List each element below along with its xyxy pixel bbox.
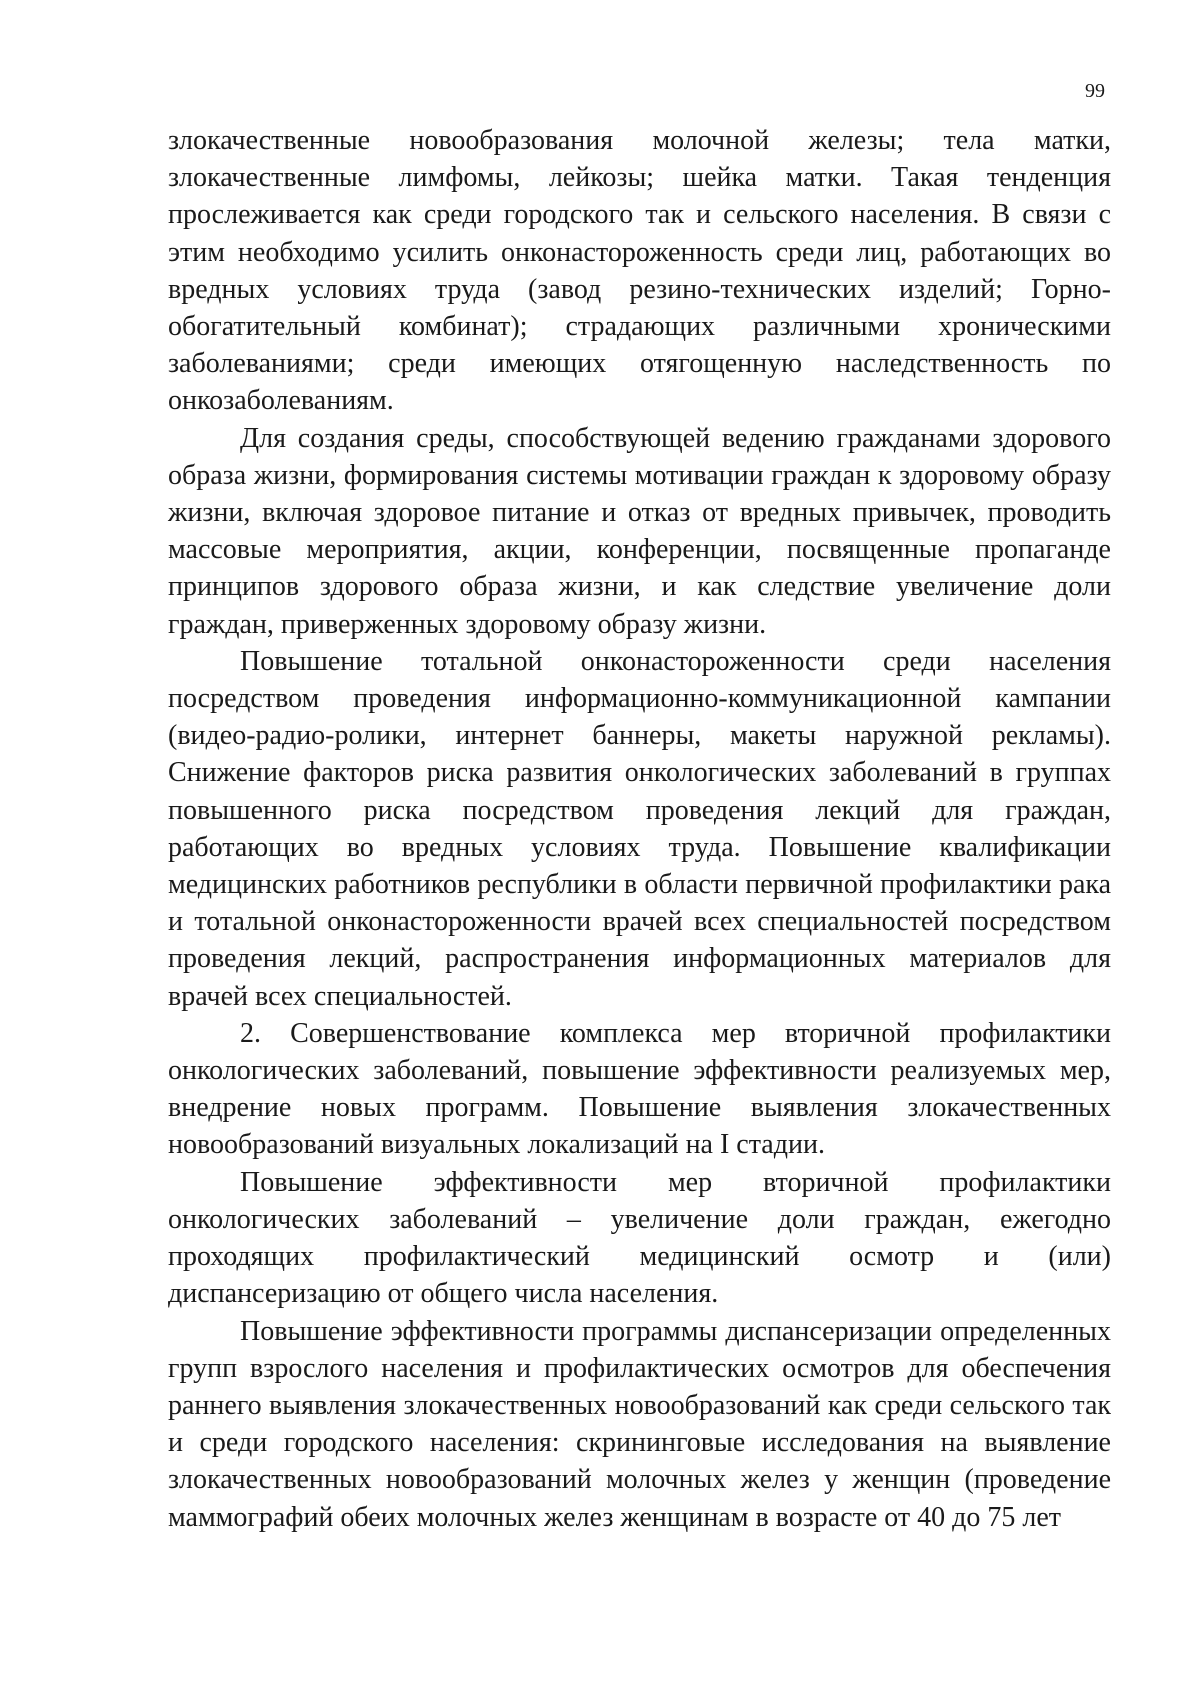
paragraph: Повышение эффективности программы диспансеризации определенных групп взрослого населения и профилактических осмотров для обеспечения раннего выявления злокачественных новообразований как среди сельского так и среди городского населения: скрининговые исследования на выявление злокачественных новообразований молочных желез у женщин (проведение маммографий обеих молочных желез женщинам в возрасте от 40 до 75 лет: [168, 1315, 1111, 1533]
paragraph: Для создания среды, способствующей ведению гражданами здорового образа жизни, формирования системы мотивации граждан к здоровому образу жизни, включая здоровое питание и отказ от вредных привычек, проводить массовые мероприятия, акции, конференции, посвященные пропаганде принципов здорового образа жизни, и как следствие увеличение доли граждан, приверженных здоровому образу жизни.: [168, 422, 1111, 640]
paragraph: злокачественные новообразования молочной железы; тела матки, злокачественные лимфомы, лейкозы; шейка матки. Такая тенденция прослеживается как среди городского так и сельского населения. В связи с этим необходимо усилить онконастороженность среди лиц, работающих во вредных условиях труда (завод резино-технических изделий; Горно-обогатительный комбинат); страдающих различными хроническими заболеваниями; среди имеющих отягощенную наследственность по онкозаболеваниям.: [168, 125, 1111, 417]
page-number: 99: [1085, 80, 1105, 102]
body-text: [168, 122, 1111, 1536]
paragraph: 2. Совершенствование комплекса мер вторичной профилактики онкологических заболеваний, повышение эффективности реализуемых мер, внедрение новых программ. Повышение выявления злокачественных новообразований визуальных локализаций на I стадии.: [168, 1017, 1111, 1161]
paragraph: Повышение эффективности мер вторичной профилактики онкологических заболеваний – увеличение доли граждан, ежегодно проходящих профилактический медицинский осмотр и (или) диспансеризацию от общего числа населения.: [168, 1166, 1111, 1310]
paragraph: Повышение тотальной онконастороженности среди населения посредством проведения информационно-коммуникационной кампании (видео-радио-ролики, интернет баннеры, макеты наружной рекламы). Снижение факторов риска развития онкологических заболеваний в группах повышенного риска посредством проведения лекций для граждан, работающих во вредных условиях труда. Повышение квалификации медицинских работников республики в области первичной профилактики рака и тотальной онконастороженности врачей всех специальностей посредством проведения лекций, распространения информационных материалов для врачей всех специальностей.: [168, 645, 1111, 1012]
